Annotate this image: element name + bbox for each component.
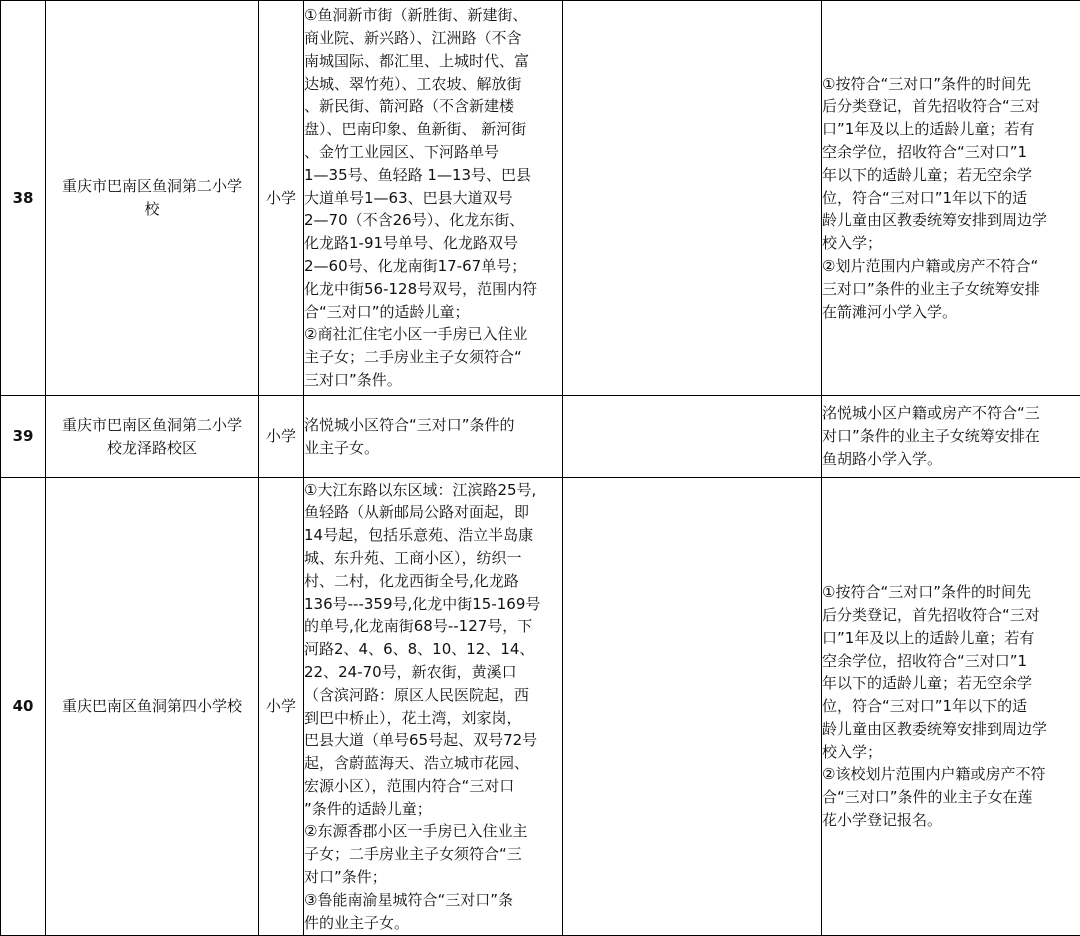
enrollment-range-line: 巴县大道（单号65号起、双号72号	[304, 729, 562, 752]
admission-note-line: 校入学；	[822, 232, 1080, 255]
enrollment-range	[304, 396, 563, 478]
school-name-line: 重庆市巴南区鱼洞第二小学	[46, 175, 258, 198]
enrollment-range-line: ”条件的适龄儿童；	[304, 798, 562, 821]
admission-note-line: 在箭滩河小学入学。	[822, 301, 1080, 324]
enrollment-range-line: 南城国际、都汇里、上城时代、富	[304, 50, 562, 73]
admission-note-line: 后分类登记，首先招收符合“三对	[822, 604, 1080, 627]
enrollment-range-line: 1—35号、鱼轻路 1—13号、巴县	[304, 164, 562, 187]
admission-note-line: 年以下的适龄儿童；若无空余学	[822, 164, 1080, 187]
admission-note-line: 鱼胡路小学入学。	[822, 448, 1080, 471]
admission-note-line: 洺悦城小区户籍或房产不符合“三	[822, 402, 1080, 425]
enrollment-range	[304, 1, 563, 396]
enrollment-range-line: 化龙路1-91号单号、化龙路双号	[304, 232, 562, 255]
school-type: 小学	[259, 478, 304, 936]
enrollment-range-line: 对口”条件；	[304, 866, 562, 889]
admission-note-line: ①按符合“三对口”条件的时间先	[822, 73, 1080, 96]
enrollment-range-line: 村、二村，化龙西街全号,化龙路	[304, 570, 562, 593]
admission-note-line: 口”1年及以上的适龄儿童；若有	[822, 627, 1080, 650]
enrollment-range-line: 达城、翠竹苑）、工农坡、解放街	[304, 73, 562, 96]
enrollment-range-line: 136号---359号,化龙中街15-169号	[304, 593, 562, 616]
admission-note-line: 校入学；	[822, 741, 1080, 764]
enrollment-range-line: 洺悦城小区符合“三对口”条件的	[304, 414, 562, 437]
enrollment-range-line: 到巴中桥止），花土湾，刘家岗，	[304, 707, 562, 730]
admission-note-line: 后分类登记，首先招收符合“三对	[822, 95, 1080, 118]
enrollment-range-line: 三对口”条件。	[304, 369, 562, 392]
admission-note-line: 年以下的适龄儿童；若无空余学	[822, 672, 1080, 695]
table-row	[1, 396, 1080, 478]
school-name-line: 校	[46, 198, 258, 221]
admission-note-line: 空余学位，招收符合“三对口”1	[822, 141, 1080, 164]
enrollment-range	[304, 478, 563, 936]
table-body	[1, 1, 1080, 936]
enrollment-range-line: （含滨河路：原区人民医院起，西	[304, 684, 562, 707]
table-row	[1, 1, 1080, 396]
row-number: 38	[1, 1, 46, 396]
admission-note-line: 龄儿童由区教委统筹安排到周边学	[822, 718, 1080, 741]
enrollment-range-line: 宏源小区），范围内符合“三对口	[304, 775, 562, 798]
enrollment-range-line: 主子女；二手房业主子女须符合“	[304, 346, 562, 369]
enrollment-range-line: 河路2、4、6、8、10、12、14、	[304, 638, 562, 661]
school-name	[46, 1, 259, 396]
admission-note-line: 合“三对口”条件的业主子女在莲	[822, 786, 1080, 809]
admission-note-line: 位，符合“三对口”1年以下的适	[822, 695, 1080, 718]
admission-note-line: ①按符合“三对口”条件的时间先	[822, 581, 1080, 604]
enrollment-range-line: 鱼轻路（从新邮局公路对面起，即	[304, 501, 562, 524]
school-type: 小学	[259, 396, 304, 478]
school-name	[46, 396, 259, 478]
admission-note-line: ②该校划片范围内户籍或房产不符	[822, 763, 1080, 786]
admission-note-line: ②划片范围内户籍或房产不符合“	[822, 255, 1080, 278]
enrollment-range-line: 件的业主子女。	[304, 912, 562, 935]
admission-note-line: 三对口”条件的业主子女统筹安排	[822, 278, 1080, 301]
enrollment-range-line: ②商社汇住宅小区一手房已入住业	[304, 323, 562, 346]
admission-note-line: 空余学位，招收符合“三对口”1	[822, 650, 1080, 673]
school-type: 小学	[259, 1, 304, 396]
enrollment-range-line: 14号起，包括乐意苑、浩立半岛康	[304, 524, 562, 547]
enrollment-range-line: 2—70（不含26号）、化龙东街、	[304, 209, 562, 232]
enrollment-range-line: 、新民街、箭河路（不含新建楼	[304, 95, 562, 118]
enrollment-range-line: 大道单号1—63、巴县大道双号	[304, 187, 562, 210]
admission-note-line: 花小学登记报名。	[822, 809, 1080, 832]
enrollment-range-line: 合“三对口”的适龄儿童；	[304, 301, 562, 324]
blank-column	[563, 396, 822, 478]
admission-note-line: 龄儿童由区教委统筹安排到周边学	[822, 209, 1080, 232]
enrollment-range-line: 的单号,化龙南街68号--127号，下	[304, 615, 562, 638]
row-number: 40	[1, 478, 46, 936]
enrollment-range-line: 城、东升苑、工商小区），纺织一	[304, 547, 562, 570]
enrollment-range-line: 、金竹工业园区、下河路单号	[304, 141, 562, 164]
school-name-line: 重庆市巴南区鱼洞第二小学	[46, 414, 258, 437]
enrollment-range-line: 2—60号、化龙南街17-67单号；	[304, 255, 562, 278]
enrollment-range-line: 起，含蔚蓝海天、浩立城市花园、	[304, 752, 562, 775]
enrollment-range-line: 22、24-70号，新农街，黄溪口	[304, 661, 562, 684]
enrollment-range-line: ①鱼洞新市街（新胜街、新建街、	[304, 4, 562, 27]
enrollment-range-line: 盘）、巴南印象、鱼新街、 新河街	[304, 118, 562, 141]
enrollment-range-line: ③鲁能南渝星城符合“三对口”条	[304, 889, 562, 912]
enrollment-range-line: 化龙中街56-128号双号，范围内符	[304, 278, 562, 301]
enrollment-range-line: ②东源香郡小区一手房已入住业主	[304, 820, 562, 843]
enrollment-range-line: 子女；二手房业主子女须符合“三	[304, 843, 562, 866]
school-name	[46, 478, 259, 936]
admission-note	[822, 478, 1080, 936]
admission-note-line: 位，符合“三对口”1年以下的适	[822, 187, 1080, 210]
admission-note	[822, 1, 1080, 396]
enrollment-range-line: 商业院、新兴路）、江洲路（不含	[304, 27, 562, 50]
blank-column	[563, 1, 822, 396]
row-number: 39	[1, 396, 46, 478]
enrollment-range-line: 业主子女。	[304, 437, 562, 460]
admission-note-line: 口”1年及以上的适龄儿童；若有	[822, 118, 1080, 141]
table-row	[1, 478, 1080, 936]
admission-note-line: 对口”条件的业主子女统筹安排在	[822, 425, 1080, 448]
blank-column	[563, 478, 822, 936]
enrollment-range-line: ①大江东路以东区域：江滨路25号,	[304, 479, 562, 502]
school-name-line: 重庆巴南区鱼洞第四小学校	[46, 695, 258, 718]
admission-note	[822, 396, 1080, 478]
school-name-line: 校龙泽路校区	[46, 437, 258, 460]
